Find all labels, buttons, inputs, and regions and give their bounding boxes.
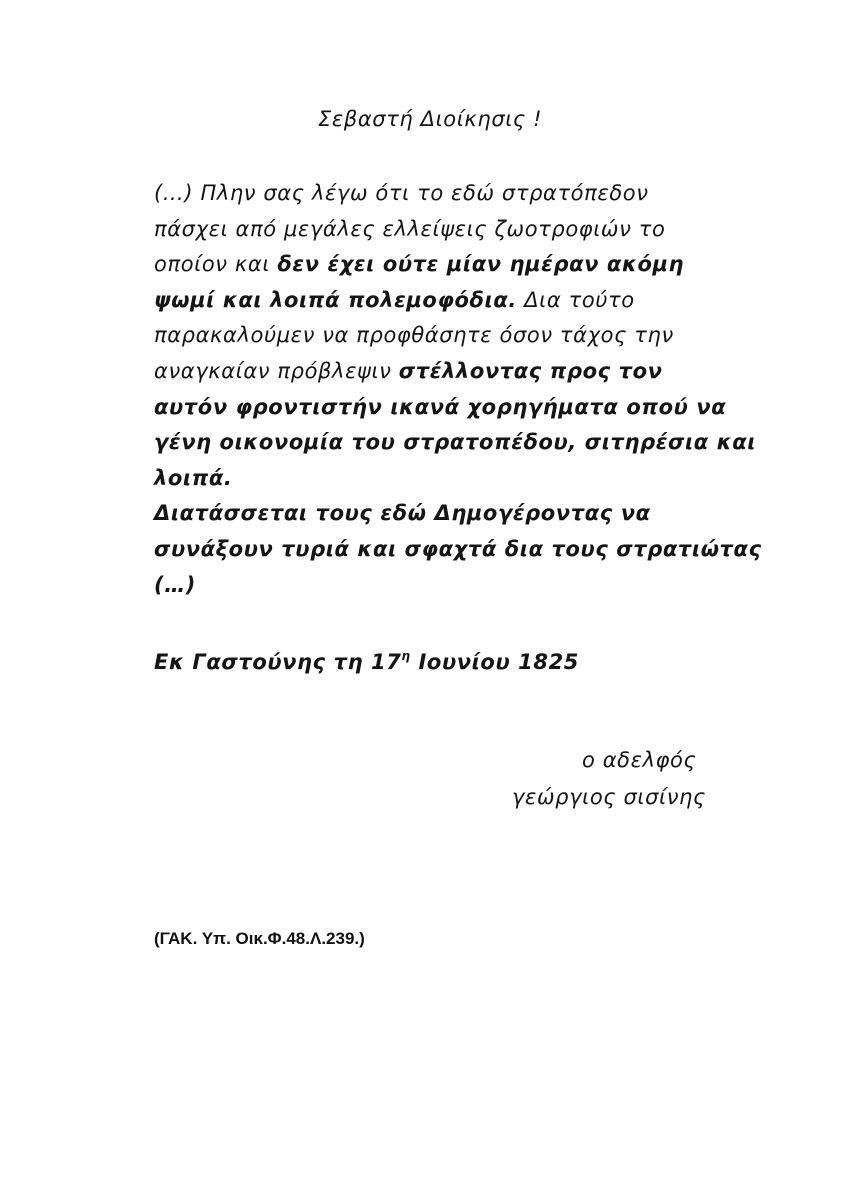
dateline-month-year: Ιουνίου 1825 xyxy=(410,650,579,674)
dateline-place-day: Εκ Γαστούνης τη 17 xyxy=(154,650,402,674)
body-text: αναγκαίαν πρόβλεψιν xyxy=(154,358,399,383)
signature-closing: ο αδελφός xyxy=(582,748,697,772)
body-line xyxy=(154,212,754,248)
archive-reference: (ΓΑΚ. Υπ. Οικ.Φ.48.Λ.239.) xyxy=(154,929,365,948)
body-text-bold: (…) xyxy=(154,572,196,597)
body-line xyxy=(154,283,754,319)
body-line xyxy=(154,425,757,461)
signature-block xyxy=(500,742,740,816)
body-line xyxy=(154,532,762,568)
body-text-bold: συνάξουν τυριά και σφαχτά δια τους στρατιώτας xyxy=(154,536,762,561)
body-text-bold: δεν έχει ούτε μίαν ημέραν ακόμη xyxy=(277,252,685,277)
body-text-bold: στέλλοντας προς τον xyxy=(398,358,663,383)
body-line xyxy=(154,318,754,354)
body-line xyxy=(154,247,754,283)
letter-body xyxy=(154,176,762,603)
body-line xyxy=(154,461,754,497)
body-text-bold: αυτόν φροντιστήν ικανά χορηγήματα οπού να xyxy=(154,394,727,419)
dateline xyxy=(154,650,579,674)
body-text: Δια τούτο xyxy=(516,287,635,312)
body-text-bold: Διατάσσεται τους εδώ Δημογέροντας να xyxy=(154,501,651,526)
body-text: οποίον και xyxy=(154,252,278,277)
body-text-bold: ψωμί και λοιπά πολεμοφόδια. xyxy=(154,287,517,312)
body-text: πάσχει από μεγάλες ελλείψεις ζωοτροφιών το xyxy=(154,216,666,241)
body-text: (…) Πλην σας λέγω ότι το εδώ στρατόπεδον xyxy=(154,181,649,205)
body-text-bold: γένη οικονομία του στρατοπέδου, σιτηρέσια και xyxy=(154,430,757,455)
body-line xyxy=(154,176,754,212)
body-text: παρακαλούμεν να προφθάσητε όσον τάχος την xyxy=(154,323,674,348)
body-line xyxy=(154,568,754,604)
body-text-bold: λοιπά. xyxy=(154,465,233,490)
body-line xyxy=(154,354,754,390)
body-line xyxy=(154,390,754,426)
body-line xyxy=(154,496,754,532)
dateline-day-suffix: η xyxy=(401,649,411,663)
salutation: Σεβαστή Διοίκησις ! xyxy=(318,107,543,131)
signature-name: γεώργιος σισίνης xyxy=(512,785,706,809)
